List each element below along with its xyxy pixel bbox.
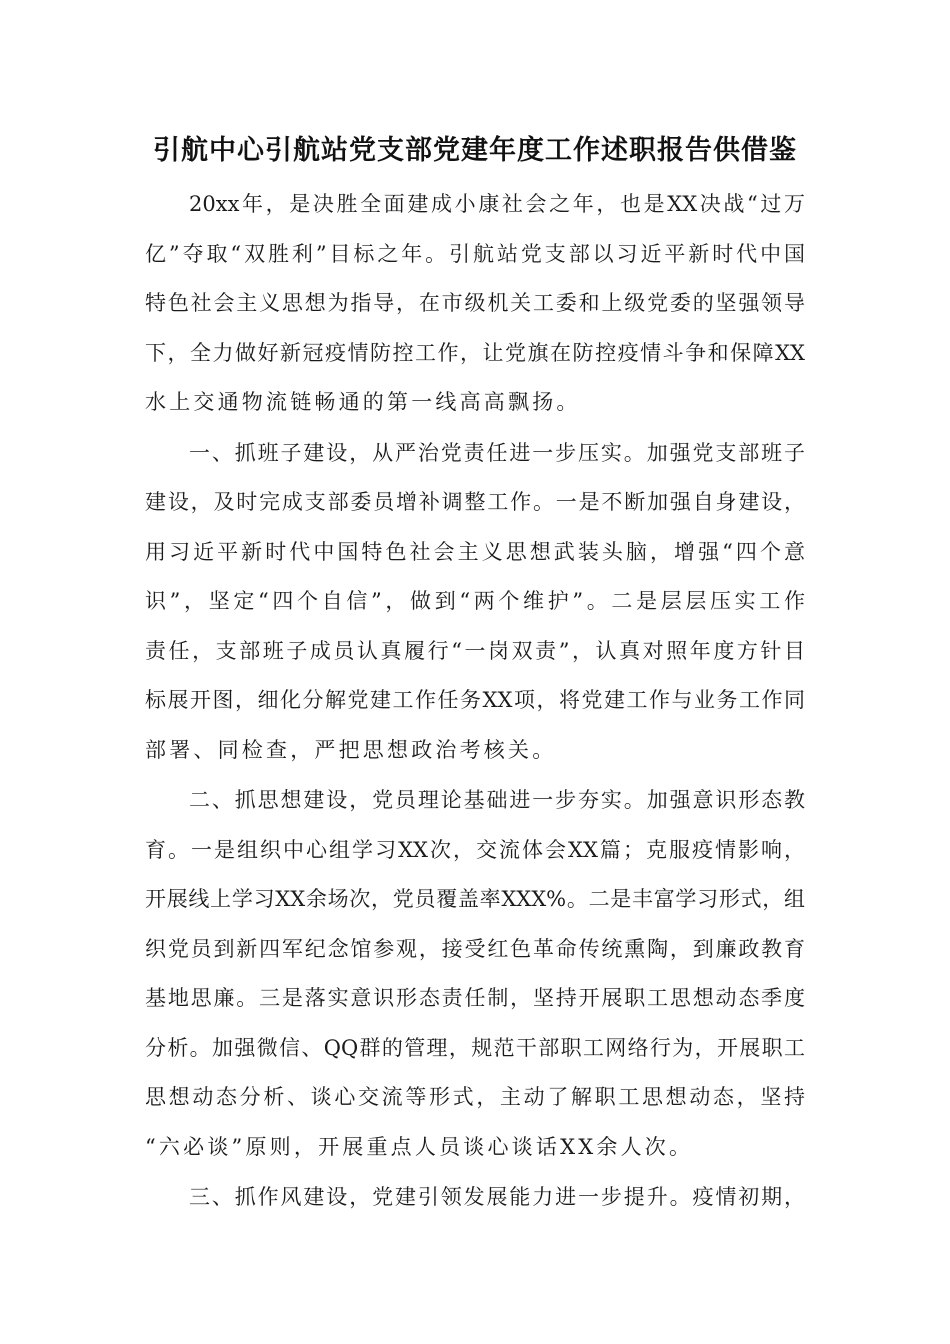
document-body xyxy=(145,180,805,1223)
text-line: 一、抓班子建设，从严治党责任进一步压实。加强党支部班子 xyxy=(189,440,805,465)
text-line: 20xx年，是决胜全面建成小康社会之年，也是XX决战“过万 xyxy=(189,192,805,216)
paragraph-1 xyxy=(145,180,805,428)
text-line: 用习近平新时代中国特色社会主义思想武装头脑，增强“四个意 xyxy=(145,539,805,564)
text-line: 部署、同检查，严把思想政治考核关。 xyxy=(145,737,557,762)
text-line: 基地思廉。三是落实意识形态责任制，坚持开展职工思想动态季度 xyxy=(145,986,805,1010)
text-line: 育。一是组织中心组学习XX次，交流体会XX篇；克服疫情影响， xyxy=(145,837,805,862)
text-line: 分析。加强微信、QQ群的管理，规范干部职工网络行为，开展职工 xyxy=(145,1035,805,1060)
text-line: 思想动态分析、谈心交流等形式，主动了解职工思想动态，坚持 xyxy=(145,1085,805,1109)
text-line: 亿”夺取“双胜利”目标之年。引航站党支部以习近平新时代中国 xyxy=(145,241,805,266)
text-line: 识”，坚定“四个自信”，做到“两个维护”。二是层层压实工作 xyxy=(145,589,805,613)
paragraph-3 xyxy=(145,776,805,1172)
text-line: 标展开图，细化分解党建工作任务XX项，将党建工作与业务工作同 xyxy=(145,688,805,712)
text-line: 三、抓作风建设，党建引领发展能力进一步提升。疫情初期， xyxy=(189,1185,805,1209)
paragraph-2 xyxy=(145,429,805,776)
text-line: 特色社会主义思想为指导，在市级机关工委和上级党委的坚强领导 xyxy=(145,291,805,315)
paragraph-4 xyxy=(145,1173,805,1223)
text-line: 建设，及时完成支部委员增补调整工作。一是不断加强自身建设， xyxy=(145,490,805,514)
text-line: 水上交通物流链畅通的第一线高高飘扬。 xyxy=(145,390,581,414)
text-line: 织党员到新四军纪念馆参观，接受红色革命传统熏陶，到廉政教育 xyxy=(145,936,805,961)
text-line: 开展线上学习XX余场次，党员覆盖率XXX%。二是丰富学习形式，组 xyxy=(145,887,805,911)
text-line: 下，全力做好新冠疫情防控工作，让党旗在防控疫情斗争和保障XX xyxy=(145,340,805,365)
text-line: 责任，支部班子成员认真履行“一岗双责”，认真对照年度方针目 xyxy=(145,638,805,663)
text-line: 二、抓思想建设，党员理论基础进一步夯实。加强意识形态教 xyxy=(189,788,805,812)
document-title: 引航中心引航站党支部党建年度工作述职报告供借鉴 xyxy=(153,135,797,166)
text-line: “六必谈”原则，开展重点人员谈心谈话XX余人次。 xyxy=(145,1134,694,1159)
